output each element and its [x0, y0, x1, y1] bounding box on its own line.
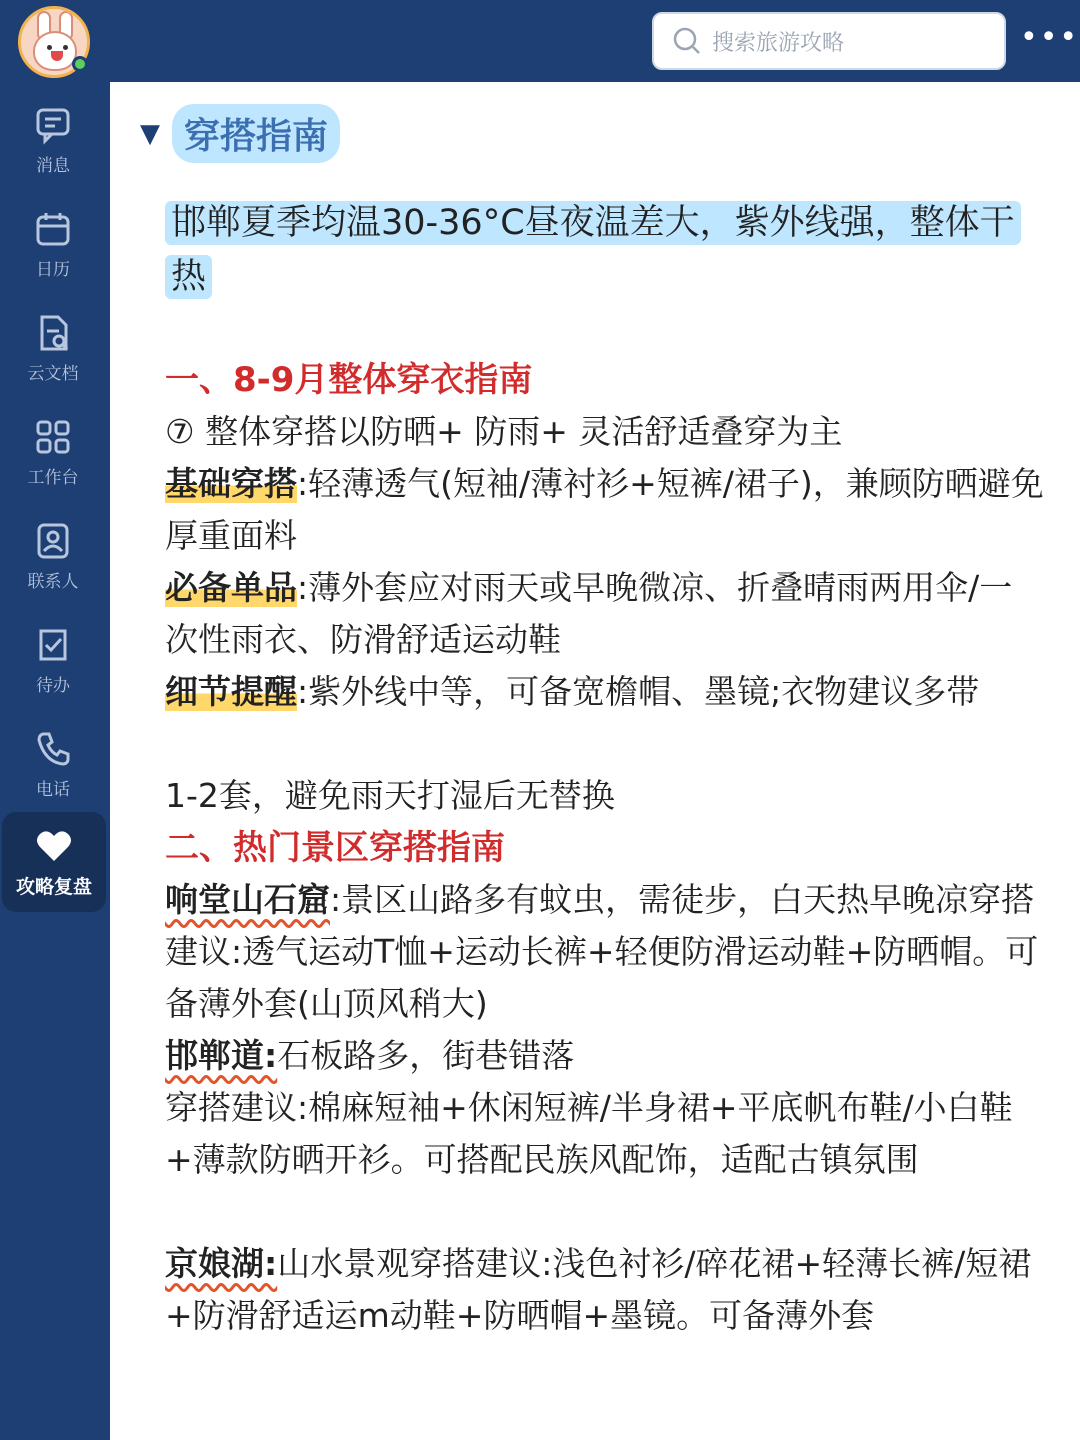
- intro-text: 邯郸夏季均温30-36°C昼夜温差大，紫外线强，整体干热: [165, 196, 1025, 304]
- spot-xiangtangshan: 响堂山石窟:景区山路多有蚊虫，需徒步，白天热早晚凉穿搭建议:透气运动T恤+运动长裤+轻便防滑运动鞋+防晒帽。可备薄外套(山顶风稍大): [165, 880, 1039, 1023]
- section-title: 穿搭指南: [172, 104, 340, 163]
- spot-handandao: 邯郸道:石板路多，街巷错落: [165, 1036, 575, 1075]
- online-status-dot: [72, 56, 88, 72]
- keyword-basic: 基础穿搭: [165, 464, 297, 503]
- detail-reminder-paragraph: 细节提醒:紫外线中等，可备宽檐帽、墨镜;衣物建议多带: [165, 672, 980, 711]
- sidebar-item-cloud-docs[interactable]: [0, 300, 106, 396]
- todo-icon: [33, 625, 73, 665]
- keyword-spot1: 响堂山石窟: [165, 880, 330, 919]
- basic-outfit-paragraph: 基础穿搭:轻薄透气(短袖/薄衬衫+短裤/裙子)，兼顾防晒避免厚重面料: [165, 464, 1044, 555]
- part1-heading: 一、8-9月整体穿衣指南: [165, 360, 533, 400]
- sidebar-item-messages[interactable]: [0, 92, 106, 188]
- sidebar-item-label: 待办: [36, 675, 70, 696]
- search-icon: [672, 26, 702, 56]
- sidebar: [0, 0, 110, 1440]
- sidebar-item-label: 日历: [36, 259, 70, 280]
- sidebar-item-label: 攻略复盘: [15, 875, 92, 898]
- sidebar-item-workbench[interactable]: [0, 404, 106, 500]
- more-menu-button[interactable]: •••: [1020, 20, 1080, 55]
- calendar-icon: [33, 209, 73, 249]
- content-panel: [110, 82, 1080, 1440]
- sidebar-item-contacts[interactable]: [0, 508, 106, 604]
- spot-handandao-advice: 穿搭建议:棉麻短袖+休闲短裤/半身裙+平底帆布鞋/小白鞋+薄款防晒开衫。可搭配民族风配饰，适配古镇氛围: [165, 1088, 1013, 1179]
- sidebar-item-label: 云文档: [27, 363, 79, 384]
- search-placeholder: 搜索旅游攻略: [712, 30, 845, 56]
- sidebar-item-trip-review[interactable]: [2, 812, 106, 912]
- sidebar-item-calendar[interactable]: [0, 196, 106, 292]
- sidebar-item-label: 消息: [36, 155, 70, 176]
- keyword-spot2: 邯郸道:: [165, 1036, 278, 1075]
- message-icon: [33, 105, 73, 145]
- phone-icon: [33, 729, 73, 769]
- workbench-icon: [33, 417, 73, 457]
- search-input[interactable]: [652, 12, 1006, 70]
- sidebar-item-todo[interactable]: [0, 612, 106, 708]
- sidebar-item-label: 联系人: [27, 571, 79, 592]
- sidebar-item-phone[interactable]: [0, 716, 106, 812]
- cloud-doc-icon: [33, 313, 73, 353]
- collapse-triangle-icon[interactable]: ▼: [140, 118, 160, 149]
- sidebar-item-label: 工作台: [27, 467, 79, 488]
- keyword-must: 必备单品: [165, 568, 297, 607]
- heart-icon: [34, 826, 74, 866]
- section-header[interactable]: [140, 104, 340, 163]
- sidebar-item-label: 电话: [36, 779, 70, 800]
- part2-heading: 二、热门景区穿搭指南: [165, 828, 505, 868]
- contacts-icon: [33, 521, 73, 561]
- detail-reminder-line2: 1-2套，避免雨天打湿后无替换: [165, 776, 615, 815]
- keyword-detail: 细节提醒: [165, 672, 297, 711]
- part1-summary: ⑦ 整体穿搭以防晒+ 防雨+ 灵活舒适叠穿为主: [165, 412, 843, 451]
- must-have-paragraph: 必备单品:薄外套应对雨天或早晚微凉、折叠晴雨两用伞/一次性雨衣、防滑舒适运动鞋: [165, 568, 1013, 659]
- spot-jingniang-lake: 京娘湖:山水景观穿搭建议:浅色衬衫/碎花裙+轻薄长裤/短裙+防滑舒适运m动鞋+防晒帽+墨镜。可备薄外套: [165, 1244, 1032, 1335]
- keyword-spot3: 京娘湖:: [165, 1244, 278, 1283]
